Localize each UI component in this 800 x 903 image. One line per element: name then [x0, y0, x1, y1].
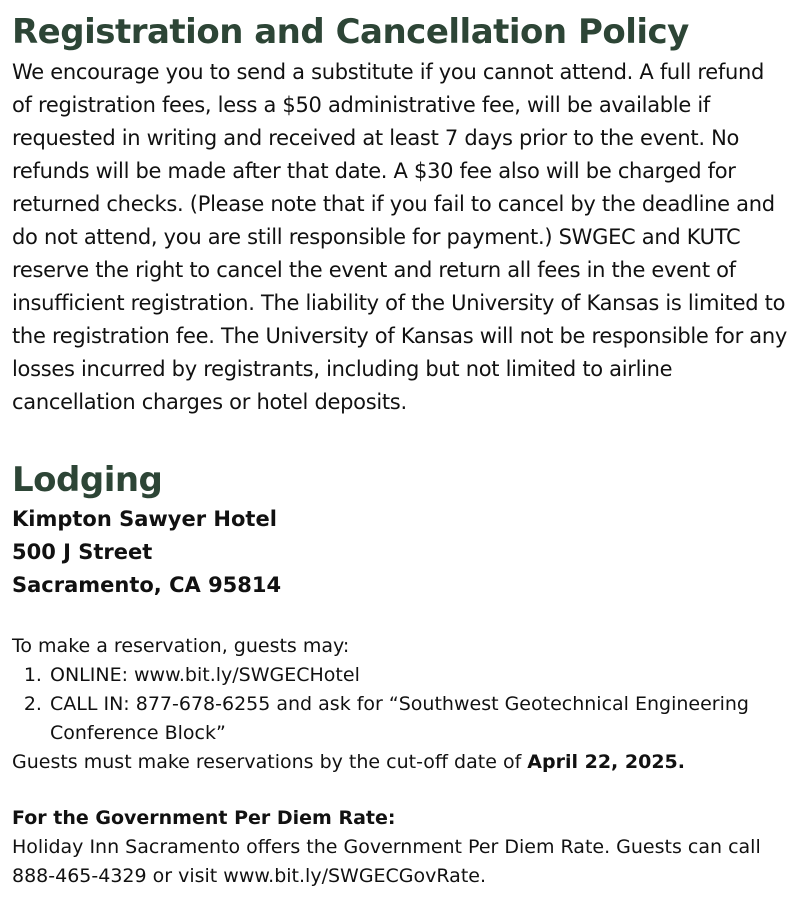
reservation-option-phone: 2. CALL IN: 877-678-6255 and ask for “Southwest Geotechnical Engineering Conference Block”	[48, 690, 788, 748]
government-rate-section	[12, 804, 788, 891]
reservation-options	[12, 661, 788, 748]
government-rate-heading: For the Government Per Diem Rate:	[12, 807, 396, 829]
cutoff-date: April 22, 2025.	[527, 751, 685, 773]
policy-paragraph: We encourage you to send a substitute if you cannot attend. A full refund of registration fees, less a $50 administrative fee, will be available if requested in writing and received at least 7 days prior to the event. No refunds will be made after that date. A $30 fee also will be charged for returned checks. (Please note that if you fail to cancel by the deadline and do not attend, you are still responsible for payment.) SWGEC and KUTC reserve the right to cancel the event and return all fees in the event of insufficient registration. The liability of the University of Kansas is limited to the registration fee. The University of Kansas will not be responsible for any losses incurred by registrants, including but not limited to airline cancellation charges or hotel deposits.	[12, 60, 787, 414]
lodging-heading: Lodging	[12, 460, 163, 500]
policy-heading: Registration and Cancellation Policy	[12, 12, 689, 52]
hotel-name: Kimpton Sawyer Hotel	[12, 507, 277, 531]
government-rate-text: Holiday Inn Sacramento offers the Government Per Diem Rate. Guests can call 888-465-4329 or visit www.bit.ly/SWGECGovRate.	[12, 836, 761, 887]
hotel-city: Sacramento, CA 95814	[12, 573, 282, 597]
reservation-section	[12, 632, 788, 777]
hotel-street: 500 J Street	[12, 540, 153, 564]
cutoff-text: Guests must make reservations by the cut-off date of	[12, 751, 528, 773]
cutoff-note	[12, 748, 788, 777]
hotel-address	[12, 503, 281, 602]
reservation-intro: To make a reservation, guests may:	[12, 635, 350, 657]
reservation-option-online: 1. ONLINE: www.bit.ly/SWGECHotel	[48, 661, 788, 690]
